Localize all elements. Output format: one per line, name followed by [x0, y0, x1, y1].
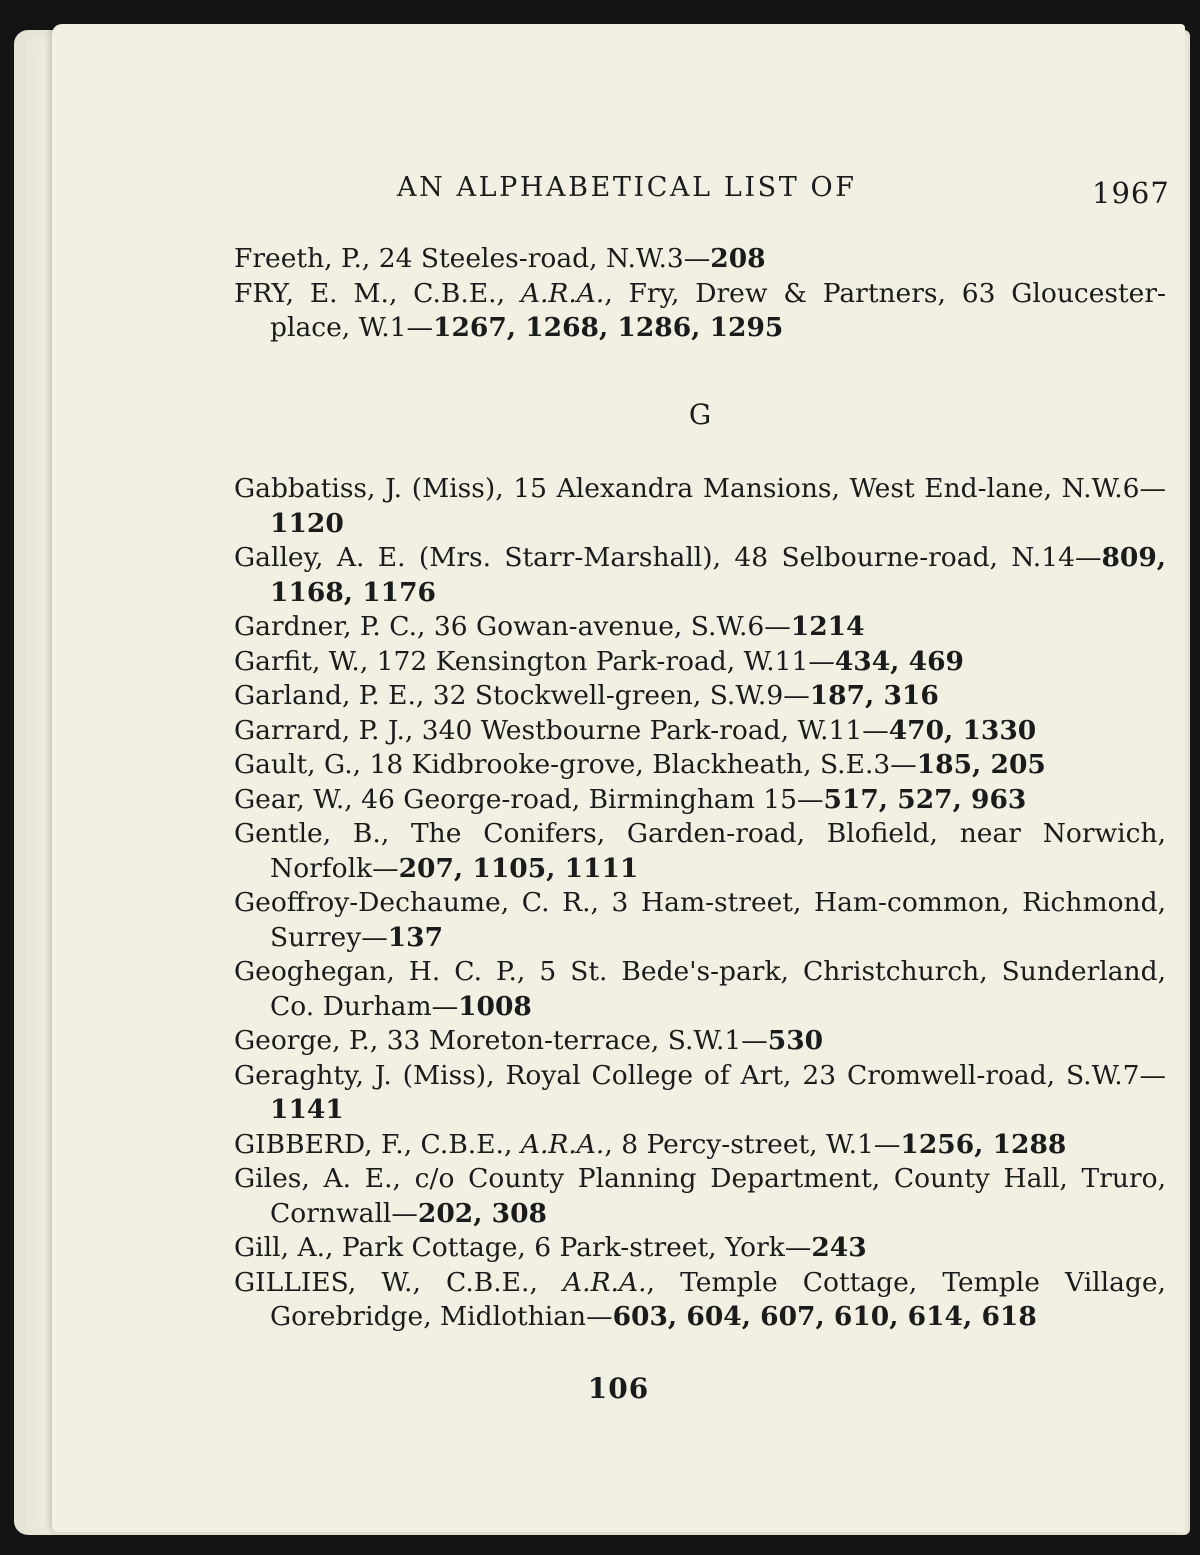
entry-refs: 1256, 1288 — [900, 1128, 1067, 1160]
entry-text: Gardner, P. C., 36 Gowan-avenue, S.W.6— — [234, 611, 791, 642]
entry-text: Freeth, P., 24 Steeles-road, N.W.3— — [234, 243, 711, 274]
entry-refs: 243 — [811, 1232, 867, 1263]
directory-entry — [234, 277, 1166, 346]
entry-refs: 530 — [767, 1025, 824, 1056]
directory-entry — [234, 541, 1166, 610]
directory-entry — [234, 1059, 1166, 1128]
running-head-title: AN ALPHABETICAL LIST OF — [397, 172, 857, 203]
entry-text: Geoghegan, H. C. P., 5 St. Bede's-park, Christchurch, Sunderland, Co. Durham— — [234, 956, 1166, 1022]
directory-entry — [234, 610, 1166, 645]
entry-refs: 1141 — [270, 1094, 344, 1125]
entry-refs: 137 — [387, 921, 444, 953]
page-number: 106 — [587, 1372, 650, 1405]
directory-entry — [234, 886, 1166, 955]
directory-entry — [234, 955, 1166, 1024]
entry-text: George, P., 33 Moreton-terrace, S.W.1— — [234, 1025, 768, 1056]
entry-refs: 1214 — [790, 611, 865, 642]
entry-pre: GIBBERD, F., C.B.E., — [234, 1128, 521, 1160]
entry-refs: 202, 308 — [417, 1197, 547, 1229]
entry-refs: 208 — [710, 243, 766, 274]
entry-refs: 470, 1330 — [888, 714, 1037, 746]
directory-entry — [234, 748, 1166, 783]
directory-entry — [234, 472, 1166, 541]
entry-refs: 434, 469 — [834, 645, 964, 677]
entry-pre: FRY, E. M., C.B.E., — [234, 277, 521, 309]
entry-refs: 1267, 1268, 1286, 1295 — [433, 312, 784, 343]
directory-entry — [234, 1231, 1166, 1266]
entry-text: Gentle, B., The Conifers, Garden-road, Blofield, near Norwich, Norfolk— — [234, 818, 1166, 884]
entry-text: , Temple Cottage, Temple Village, Gorebridge, Midlothian— — [270, 1266, 1166, 1332]
directory-entry — [234, 645, 1166, 680]
section-letter: G — [688, 397, 712, 431]
directory-entry — [234, 817, 1166, 886]
entry-refs: 517, 527, 963 — [823, 783, 1027, 815]
entries-f-section — [234, 242, 1166, 346]
entry-refs: 207, 1105, 1111 — [398, 852, 639, 884]
entry-text: Gear, W., 46 George-road, Birmingham 15— — [234, 783, 824, 815]
entry-refs: 185, 205 — [916, 749, 1046, 780]
directory-entry — [234, 1266, 1166, 1335]
directory-entry — [234, 1024, 1166, 1059]
directory-entry — [234, 714, 1166, 749]
entry-refs: 1008 — [458, 990, 532, 1022]
entry-refs: 187, 316 — [809, 680, 939, 711]
entry-text: Gabbatiss, J. (Miss), 15 Alexandra Mansions, West End-lane, N.W.6— — [234, 473, 1166, 504]
entry-text: , Fry, Drew & Partners, 63 Gloucester-place, W.1— — [270, 277, 1166, 343]
entry-text: Geraghty, J. (Miss), Royal College of Art, 23 Cromwell-road, S.W.7— — [234, 1059, 1166, 1091]
directory-entry — [234, 242, 1166, 277]
entry-text: Gault, G., 18 Kidbrooke-grove, Blackheath, S.E.3— — [234, 749, 917, 780]
entries-g-section — [234, 472, 1166, 1335]
entry-text: Gill, A., Park Cottage, 6 Park-street, York— — [234, 1232, 812, 1263]
entry-text: Garfit, W., 172 Kensington Park-road, W.11— — [234, 645, 835, 677]
entry-text: Giles, A. E., c/o County Planning Department, County Hall, Truro, Cornwall— — [234, 1163, 1166, 1229]
entry-refs: 1120 — [270, 507, 344, 539]
directory-entry — [234, 1162, 1166, 1231]
entry-text: Garrard, P. J., 340 Westbourne Park-road, W.11— — [234, 714, 889, 746]
entry-text: , 8 Percy-street, W.1— — [604, 1128, 901, 1160]
entry-pre: GILLIES, W., C.B.E., — [234, 1266, 564, 1298]
directory-entry — [234, 679, 1166, 714]
entry-text: Galley, A. E. (Mrs. Starr-Marshall), 48 Selbourne-road, N.14— — [234, 542, 1102, 573]
entry-ara: A.R.A. — [520, 1128, 605, 1160]
book-page — [52, 24, 1185, 1532]
directory-entry — [234, 783, 1166, 818]
entry-ara: A.R.A. — [520, 277, 605, 309]
entry-text: Geoffroy-Dechaume, C. R., 3 Ham-street, Ham-common, Richmond, Surrey— — [234, 887, 1166, 953]
directory-entry — [234, 1128, 1166, 1163]
entry-refs: 809, 1168, 1176 — [270, 542, 1166, 608]
running-head-year: 1967 — [1092, 176, 1170, 210]
entry-list — [234, 242, 1166, 1335]
entry-refs: 603, 604, 607, 610, 614, 618 — [612, 1301, 1037, 1332]
entry-text: Garland, P. E., 32 Stockwell-green, S.W.9— — [234, 680, 810, 711]
entry-ara: A.R.A. — [563, 1266, 647, 1298]
